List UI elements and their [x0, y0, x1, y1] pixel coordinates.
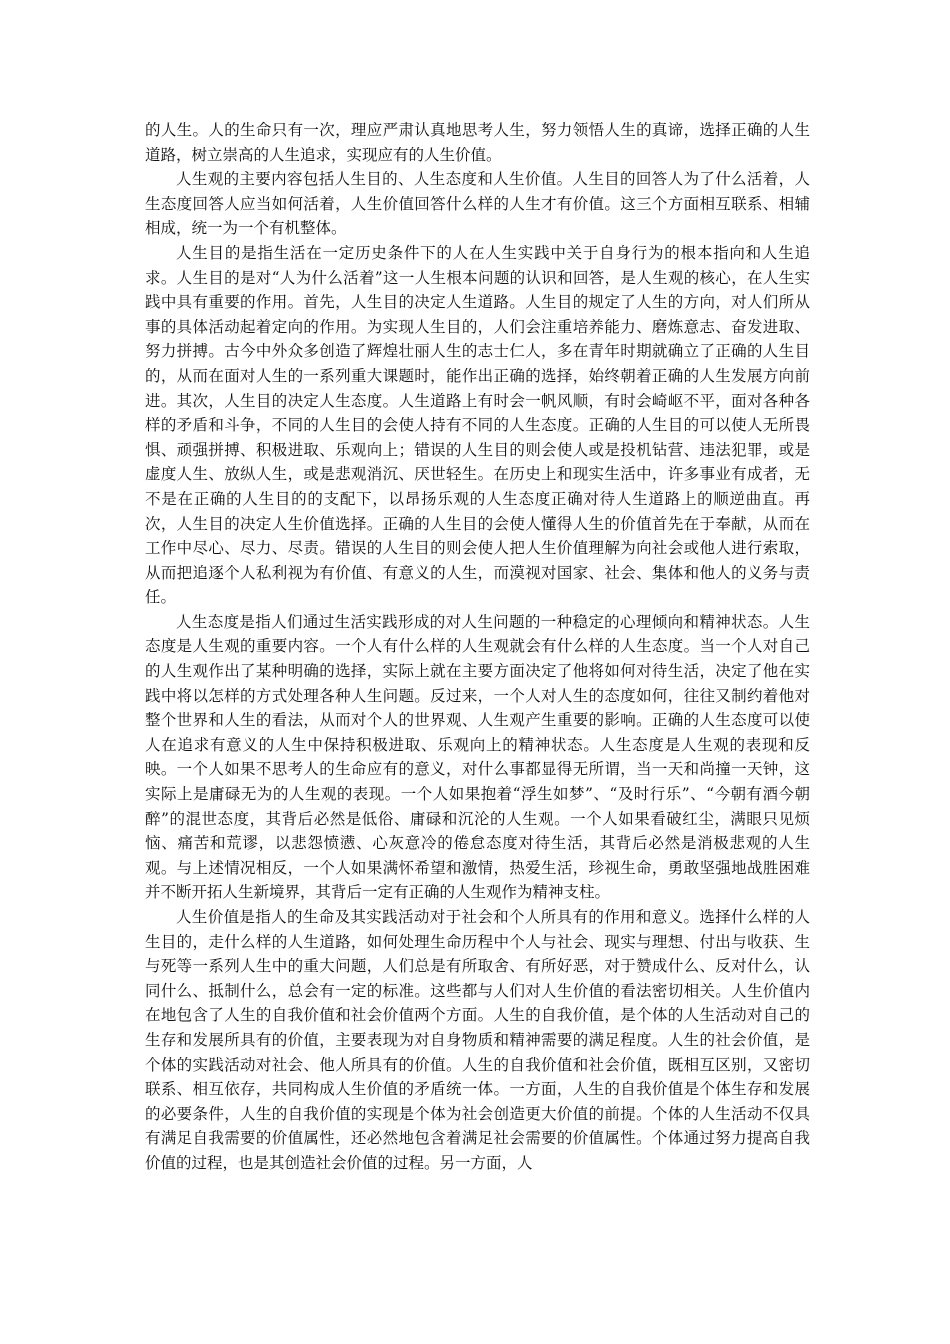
paragraph-4: 人生态度是指人们通过生活实践形成的对人生问题的一种稳定的心理倾向和精神状态。人生态度是人生观的重要内容。一个人有什么样的人生观就会有什么样的人生态度。当一个人对自己的人生观作出了某种明确的选择，实际上就在主要方面决定了他将如何对待生活，决定了他在实践中将以怎样的方式处理各种人生问题。反过来，一个人对人生的态度如何，往往又制约着他对整个世界和人生的看法，从而对个人的世界观、人生观产生重要的影响。正确的人生态度可以使人在追求有意义的人生中保持积极进取、乐观向上的精神状态。人生态度是人生观的表现和反映。一个人如果不思考人的生命应有的意义，对什么事都显得无所谓，当一天和尚撞一天钟，这实际上是庸碌无为的人生观的表现。一个人如果抱着“浮生如梦”、“及时行乐”、“今朝有酒今朝醉”的混世态度，其背后必然是低俗、庸碌和沉沦的人生观。一个人如果看破红尘，满眼只见烦恼、痛苦和荒谬，以悲怨愤懑、心灰意冷的倦怠态度对待生活，其背后必然是消极悲观的人生观。与上述情况相反，一个人如果满怀希望和激情，热爱生活，珍视生命，勇敢坚强地战胜困难并不断开拓人生新境界，其背后一定有正确的人生观作为精神支柱。	[145, 612, 810, 902]
document-body	[145, 118, 810, 1176]
paragraph-3: 人生目的是指生活在一定历史条件下的人在人生实践中关于自身行为的根本指向和人生追求。人生目的是对“人为什么活着”这一人生根本问题的认识和回答，是人生观的核心，在人生实践中具有重要的作用。首先，人生目的决定人生道路。人生目的规定了人生的方向，对人们所从事的具体活动起着定向的作用。为实现人生目的，人们会注重培养能力、磨炼意志、奋发进取、努力拼搏。古今中外众多创造了辉煌壮丽人生的志士仁人，多在青年时期就确立了正确的人生目的，从而在面对人生的一系列重大课题时，能作出正确的选择，始终朝着正确的人生发展方向前进。其次，人生目的决定人生态度。人生道路上有时会一帆风顺，有时会崎岖不平，面对各种各样的矛盾和斗争，不同的人生目的会使人持有不同的人生态度。正确的人生目的可以使人无所畏惧、顽强拼搏、积极进取、乐观向上；错误的人生目的则会使人或是投机钻营、违法犯罪，或是虚度人生、放纵人生，或是悲观消沉、厌世轻生。在历史上和现实生活中，许多事业有成者，无不是在正确的人生目的的支配下，以昂扬乐观的人生态度正确对待人生道路上的顺逆曲直。再次，人生目的决定人生价值选择。正确的人生目的会使人懂得人生的价值首先在于奉献，从而在工作中尽心、尽力、尽责。错误的人生目的则会使人把人生价值理解为向社会或他人进行索取，从而把追逐个人私利视为有价值、有意义的人生，而漠视对国家、社会、集体和他人的义务与责任。	[145, 243, 810, 607]
paragraph-5: 人生价值是指人的生命及其实践活动对于社会和个人所具有的作用和意义。选择什么样的人生目的，走什么样的人生道路，如何处理生命历程中个人与社会、现实与理想、付出与收获、生与死等一系列人生中的重大问题，人们总是有所取舍、有所好恶，对于赞成什么、反对什么，认同什么、抵制什么，总会有一定的标准。这些都与人们对人生价值的看法密切相关。人生价值内在地包含了人生的自我价值和社会价值两个方面。人生的自我价值，是个体的人生活动对自己的生存和发展所具有的价值，主要表现为对自身物质和精神需要的满足程度。人生的社会价值，是个体的实践活动对社会、他人所具有的价值。人生的自我价值和社会价值，既相互区别，又密切联系、相互依存，共同构成人生价值的矛盾统一体。一方面，人生的自我价值是个体生存和发展的必要条件，人生的自我价值的实现是个体为社会创造更大价值的前提。个体的人生活动不仅具有满足自我需要的价值属性，还必然地包含着满足社会需要的价值属性。个体通过努力提高自我价值的过程，也是其创造社会价值的过程。另一方面，人	[145, 908, 810, 1172]
paragraph-2: 人生观的主要内容包括人生目的、人生态度和人生价值。人生目的回答人为了什么活着，人生态度回答人应当如何活着，人生价值回答什么样的人生才有价值。这三个方面相互联系、相辅相成，统一为一个有机整体。	[145, 170, 810, 238]
paragraph-1: 的人生。人的生命只有一次，理应严肃认真地思考人生，努力领悟人生的真谛，选择正确的人生道路，树立崇高的人生追求，实现应有的人生价值。	[145, 121, 810, 164]
